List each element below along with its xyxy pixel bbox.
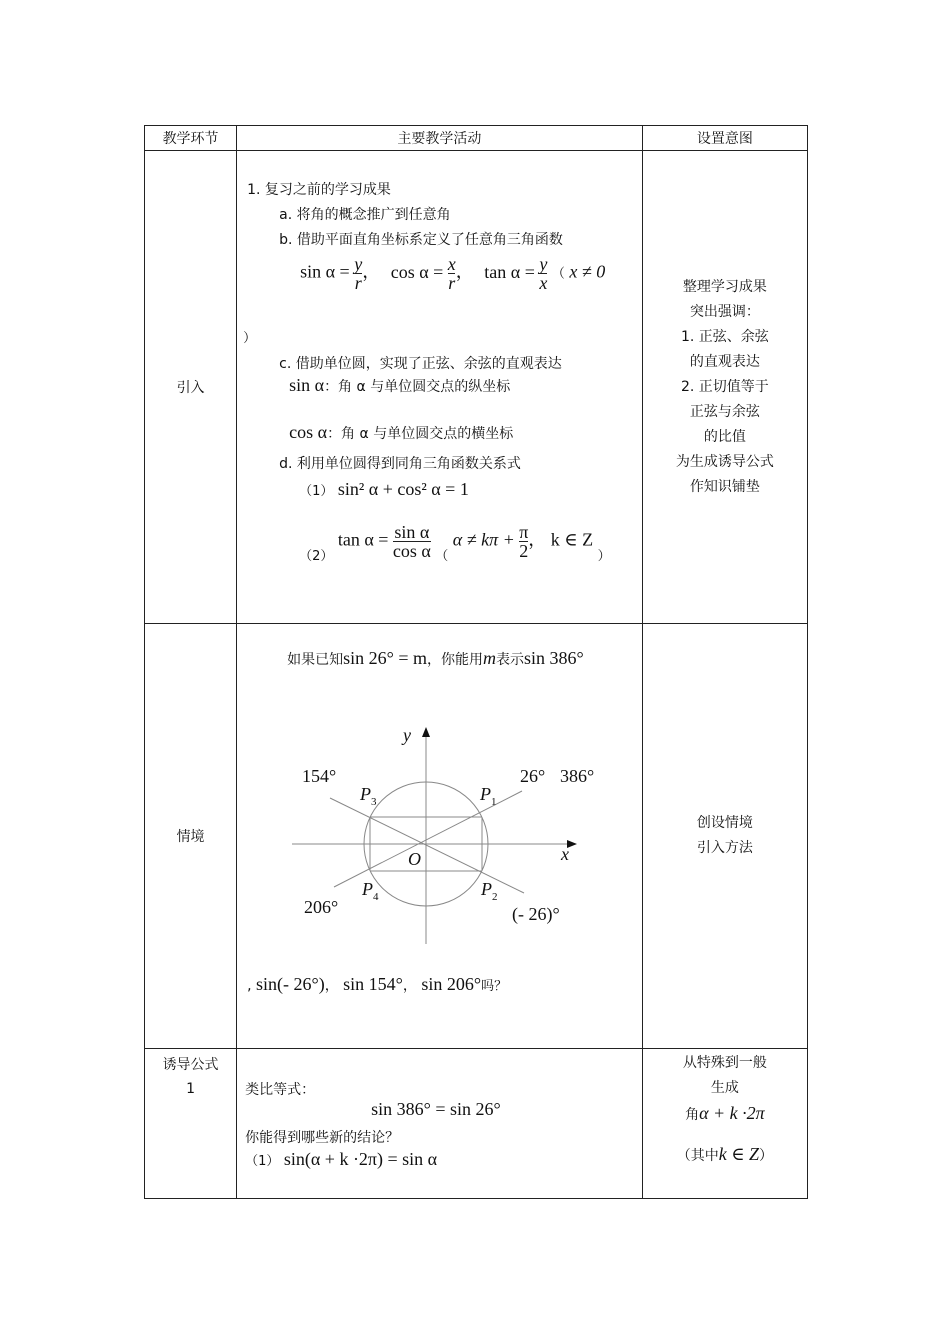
activity-intro <box>237 151 643 624</box>
paren-close: ） <box>243 331 257 346</box>
q-m: m <box>482 648 496 668</box>
purpose-angle <box>643 1101 807 1128</box>
point-p1: $P_1$ <box>480 784 497 808</box>
header-row <box>145 126 808 151</box>
formula-label: （1） <box>245 1154 280 1169</box>
tail-comma-3: ， <box>402 978 417 994</box>
q-given: sin 26° = m <box>343 648 427 668</box>
angle-26: 26° <box>520 766 546 786</box>
angle-386: 386° <box>560 766 595 786</box>
tan-def: tan α = <box>484 261 535 282</box>
note-close: ） <box>759 1148 774 1164</box>
purpose-intro-lines <box>643 275 807 500</box>
purpose-line: 的比值 <box>703 428 746 445</box>
purpose-scenario-lines <box>643 811 807 861</box>
terminal-side-154 <box>330 798 524 893</box>
tan-frac-den: cos α <box>392 541 431 561</box>
sin-desc: ：角 α 与单位圆交点的纵坐标 <box>324 379 511 395</box>
stage-formula-1 <box>145 1049 237 1199</box>
point-p2: $P_2$ <box>481 879 498 903</box>
tail-sin206: sin 206° <box>421 974 482 994</box>
q-prefix: 如果已知 <box>287 652 344 668</box>
scenario-tail <box>247 974 507 995</box>
pythagorean-identity: sin² α + cos² α = 1 <box>337 479 469 499</box>
sin-def: sin α = <box>300 261 350 282</box>
pi-den: 2 <box>519 541 529 561</box>
row-scenario <box>145 624 808 1049</box>
k-in-z: ， k ∈ Z <box>528 529 594 550</box>
purpose-line: 为生成诱导公式 <box>675 453 774 470</box>
cos-unit-circle <box>289 422 513 443</box>
stage-formula-number: 1 <box>186 1081 196 1097</box>
pi-num: π <box>519 522 529 542</box>
tan-num: y <box>539 254 548 274</box>
comma: ， <box>455 261 474 282</box>
purpose-note <box>643 1142 807 1169</box>
identity-2 <box>299 522 611 564</box>
activity-formula-1 <box>237 1049 643 1199</box>
cos-desc: ：角 α 与单位圆交点的横坐标 <box>327 426 514 442</box>
purpose-line: 整理学习成果 <box>682 278 767 295</box>
stage-scenario: 情境 <box>145 624 237 1049</box>
q-mid2: 表示 <box>495 652 524 668</box>
purpose-scenario <box>642 624 807 1049</box>
cos-den: r <box>448 273 456 293</box>
tail-question: 吗？ <box>481 979 508 994</box>
tan-domain: α ≠ kπ + <box>452 529 515 550</box>
tail-comma-2: ， <box>324 978 339 994</box>
y-arrow-icon <box>422 727 430 737</box>
angle-206: 206° <box>304 897 339 917</box>
header-stage: 教学环节 <box>145 126 237 151</box>
angle-prefix: 角 <box>685 1107 700 1123</box>
angle-expr: α + k ·2π <box>699 1103 765 1123</box>
item-d: d. 利用单位圆得到同角三角函数关系式 <box>279 456 521 472</box>
cos-def: cos α = <box>390 261 444 282</box>
purpose-line: 引入方法 <box>696 840 753 856</box>
sin-fn: sin α <box>289 375 325 395</box>
q-target: sin 386° <box>523 648 584 668</box>
purpose-line: 创设情境 <box>696 815 753 831</box>
purpose-line: 从特殊到一般 <box>682 1055 767 1071</box>
point-p3: $P_3$ <box>360 784 377 808</box>
tan-frac-num: sin α <box>394 522 430 542</box>
origin-label: O <box>408 849 422 869</box>
item-c: c. 借助单位圆，实现了正弦、余弦的直观表达 <box>279 356 562 372</box>
activity-scenario <box>237 624 643 1049</box>
purpose-line: 正弦与余弦 <box>689 403 760 420</box>
x-label: x <box>561 844 570 864</box>
tail-comma: , <box>247 978 252 994</box>
comma: ， <box>362 261 381 282</box>
induction-formula: sin(α + k ·2π) = sin α <box>283 1149 438 1169</box>
lesson-plan-table <box>144 125 808 1199</box>
tail-sin-neg26: sin(- 26°) <box>256 974 325 994</box>
tan-den: x <box>539 273 548 293</box>
purpose-formula-1 <box>642 1049 807 1199</box>
analogy-equation: sin 386° = sin 26° <box>371 1099 501 1119</box>
stage-intro: 引入 <box>145 151 237 624</box>
sin-num: y <box>354 254 363 274</box>
stage-formula-label: 诱导公式 <box>162 1057 219 1073</box>
purpose-line: 2. 正切值等于 <box>680 378 769 395</box>
header-purpose: 设置意图 <box>642 126 807 151</box>
point-p4: $P_4$ <box>362 879 379 903</box>
angle-154: 154° <box>302 766 337 786</box>
row-intro <box>145 151 808 624</box>
conclusion-question: 你能得到哪些新的结论？ <box>245 1130 400 1146</box>
purpose-line: 作知识铺垫 <box>689 478 760 495</box>
y-label: y <box>403 725 412 745</box>
header-activity: 主要教学活动 <box>237 126 643 151</box>
item-b: b. 借助平面直角坐标系定义了任意角三角函数 <box>279 232 563 248</box>
paren-open: （ <box>551 265 565 281</box>
identity-1 <box>299 479 469 500</box>
cos-fn: cos α <box>289 422 328 442</box>
row-formula-1 <box>145 1049 808 1199</box>
note-kz: k ∈ Z <box>718 1144 760 1164</box>
note-open: （其中 <box>676 1148 719 1164</box>
formula-1 <box>245 1149 437 1170</box>
angle-neg26: (- 26)° <box>512 904 560 924</box>
purpose-line: 突出强调： <box>689 303 760 320</box>
label-1: （1） <box>299 484 334 499</box>
purpose-line: 1. 正弦、余弦 <box>680 328 769 345</box>
purpose-line: 生成 <box>710 1080 739 1096</box>
purpose-intro <box>642 151 807 624</box>
purpose-formula-lines <box>643 1051 807 1101</box>
sin-unit-circle <box>289 375 510 396</box>
item-a: a. 将角的概念推广到任意角 <box>279 207 451 223</box>
cos-num: x <box>447 254 456 274</box>
tan-lhs: tan α = <box>337 529 389 550</box>
cond-open: （ <box>435 548 449 564</box>
tail-sin154: sin 154° <box>343 974 403 994</box>
purpose-line: 的直观表达 <box>689 353 760 370</box>
sin-den: r <box>354 273 362 293</box>
trig-definitions <box>300 255 605 292</box>
tan-condition: x ≠ 0 <box>569 261 606 282</box>
cond-close: ） <box>597 548 611 564</box>
label-2: （2） <box>299 548 334 564</box>
q-mid: ，你能用 <box>426 652 483 668</box>
analogy-label: 类比等式： <box>245 1082 316 1098</box>
item-1: 1. 复习之前的学习成果 <box>247 182 391 198</box>
